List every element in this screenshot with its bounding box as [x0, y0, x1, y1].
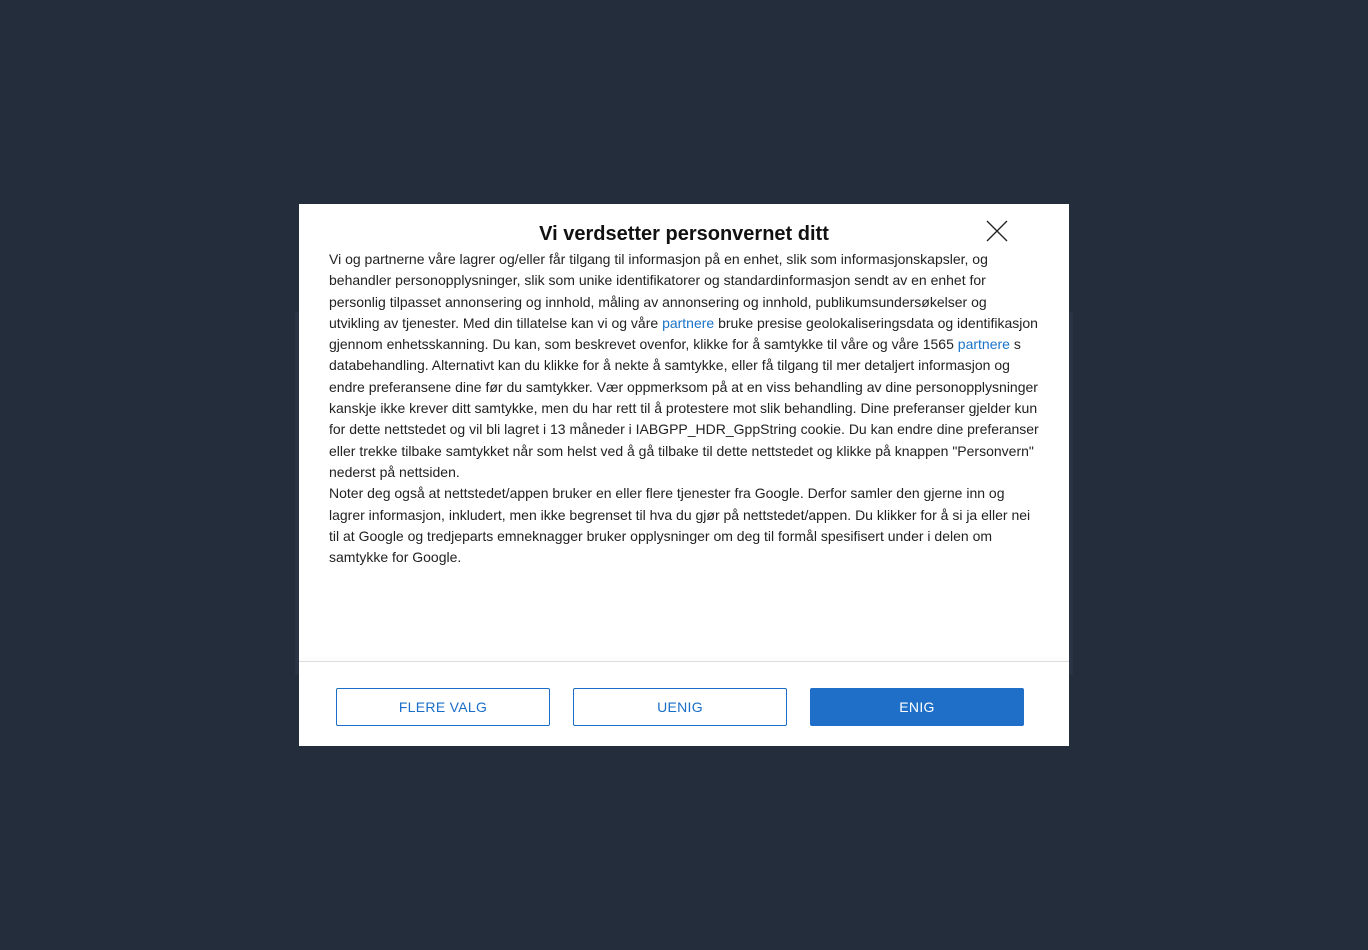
more-options-button[interactable]: FLERE VALG	[336, 688, 550, 726]
close-button[interactable]	[985, 219, 1009, 243]
consent-dialog	[299, 204, 1069, 746]
agree-button[interactable]: ENIG	[810, 688, 1024, 726]
consent-text-part-3: s databehandling. Alternativt kan du klikke for å nekte å samtykke, eller få tilgang til mer detaljert informasjon og endre preferansene dine før du samtykker. Vær oppmerksom på at en viss behandling av dine personopplysninger kanskje ikke krever ditt samtykke, men du har rett til å protestere mot slik behandling. Dine preferanser gjelder kun for dette nettstedet og vil bli lagret i 13 måneder i IABGPP_HDR_GppString cookie. Du kan endre dine preferanser eller trekke tilbake samtykket når som helst ved å gå tilbake til dette nettstedet og klikke på knappen "Personvern" nederst på nettsiden.	[329, 336, 1039, 480]
close-icon	[985, 219, 1009, 243]
consent-paragraph-google: Noter deg også at nettstedet/appen bruker en eller flere tjenester fra Google. Derfor samler den gjerne inn og lagrer informasjon, inkludert, men ikke begrenset til hva du gjør på nettstedet/appen. Du klikker for å si ja eller nei til at Google og tredjeparts emneknagger bruker opplysninger om deg til formål spesifisert under i delen om samtykke for Google.	[329, 485, 1031, 566]
consent-paragraph-main	[329, 249, 1041, 483]
consent-dialog-body	[299, 204, 1069, 662]
disagree-button[interactable]: UENIG	[573, 688, 787, 726]
footer-divider	[299, 661, 1069, 662]
consent-text-part-2: bruke presise geolokaliseringsdata og identifikasjon gjennom enhetsskanning. Du kan, som beskrevet ovenfor, klikke for å samtykke til våre og våre 1565	[329, 314, 1038, 353]
consent-text	[329, 249, 1041, 568]
partners-link-1[interactable]: partnere	[662, 314, 715, 331]
dialog-title: Vi verdsetter personvernet ditt	[539, 223, 829, 245]
partners-link-2[interactable]: partnere	[957, 336, 1010, 353]
consent-text-part-1: Vi og partnerne våre lagrer og/eller får tilgang til informasjon på en enhet, slik som informasjonskapsler, og behandler personopplysninger, slik som unike identifikatorer og standardinformasjon sendt av en enhet for personlig tilpasset annonsering og innhold, måling av annonsering og innhold, publikumsundersøkelser og utvikling av tjenester. Med din tillatelse kan vi og våre	[329, 251, 988, 331]
